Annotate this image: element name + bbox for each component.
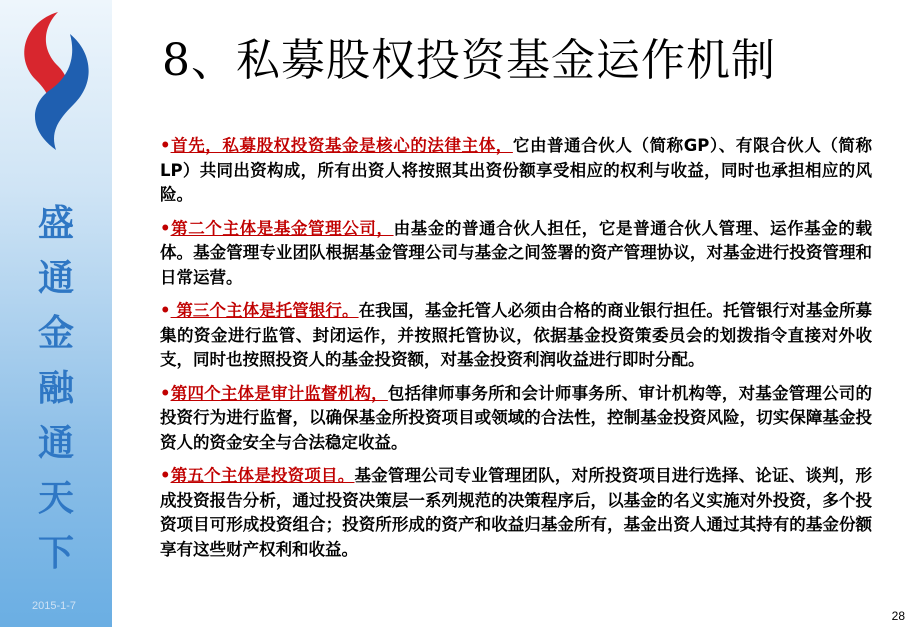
motto-char: 金 <box>37 312 74 354</box>
paragraph-lead: 第三个主体是托管银行。 <box>170 301 359 320</box>
sidebar <box>0 0 112 627</box>
motto-char: 通 <box>37 422 74 464</box>
bullet-icon: • <box>160 136 171 155</box>
motto-char: 下 <box>37 532 74 574</box>
company-logo <box>0 0 112 160</box>
paragraph-body: 由基金的普通合伙人担任，它是普通合伙人管理、运作基金的载体。基金管理专业团队根据基金管理公司与基金之间签署的资产管理协议，对基金进行投资管理和日常运营。 <box>160 218 873 287</box>
motto-char: 天 <box>37 477 74 519</box>
paragraph-first-entity <box>160 134 872 208</box>
paragraph-second-entity <box>160 217 872 291</box>
bullet-icon: • <box>160 383 171 403</box>
paragraph-body: 在我国，基金托管人必须由合格的商业银行担任。托管银行对基金所募集的资金进行监管、封闭运作，并按照托管协议，依据基金投资策委员会的划拨指令直接对外收支，同时也按照投资人的基金投资额，对基金投资利润收益进行即时分配。 <box>160 301 873 369</box>
paragraph-third-entity <box>160 299 872 373</box>
paragraph-fifth-entity <box>160 464 872 562</box>
bullet-icon: • <box>160 218 171 238</box>
motto-char: 盛 <box>37 202 74 244</box>
paragraph-body: 基金管理公司专业管理团队，对所投资项目进行选择、论证、谈判，形成投资报告分析，通过投资决策层一系列规范的决策程序后，以基金的名义实施对外投资，多个投资项目可形成投资组合；投资所形成的资产和收益归基金所有，基金出资人通过其持有的基金份额享有这些财产权利和收益。 <box>160 466 873 559</box>
slide-title: 8、私募股权投资基金运作机制 <box>162 35 776 86</box>
paragraph-lead: 第二个主体是基金管理公司， <box>170 218 394 238</box>
page-number: 28 <box>891 609 905 623</box>
slide-content <box>160 134 872 571</box>
slide-date: 2015-1-7 <box>32 600 77 612</box>
paragraph-body: 它由普通合伙人（简称GP）、有限合伙人（简称LP）共同出资构成，所有出资人将按照其出资份额享受相应的权利与收益，同时也承担相应的风险。 <box>160 136 872 204</box>
paragraph-lead: 首先，私募股权投资基金是核心的法律主体， <box>170 136 513 155</box>
bullet-icon: • <box>160 301 171 320</box>
paragraph-body: 包括律师事务所和会计师事务所、审计机构等，对基金管理公司的投资行为进行监督，以确保基金所投资项目或领域的合法性，控制基金投资风险，切实保障基金投资人的资金安全与合法稳定收益。 <box>160 383 873 452</box>
paragraph-lead: 第四个主体是审计监督机构， <box>170 383 388 403</box>
motto-char: 融 <box>37 367 74 409</box>
motto <box>28 196 84 581</box>
paragraph-lead: 第五个主体是投资项目。 <box>170 466 355 485</box>
motto-char: 通 <box>37 257 74 299</box>
bullet-icon: • <box>160 466 171 485</box>
paragraph-fourth-entity <box>160 382 872 456</box>
